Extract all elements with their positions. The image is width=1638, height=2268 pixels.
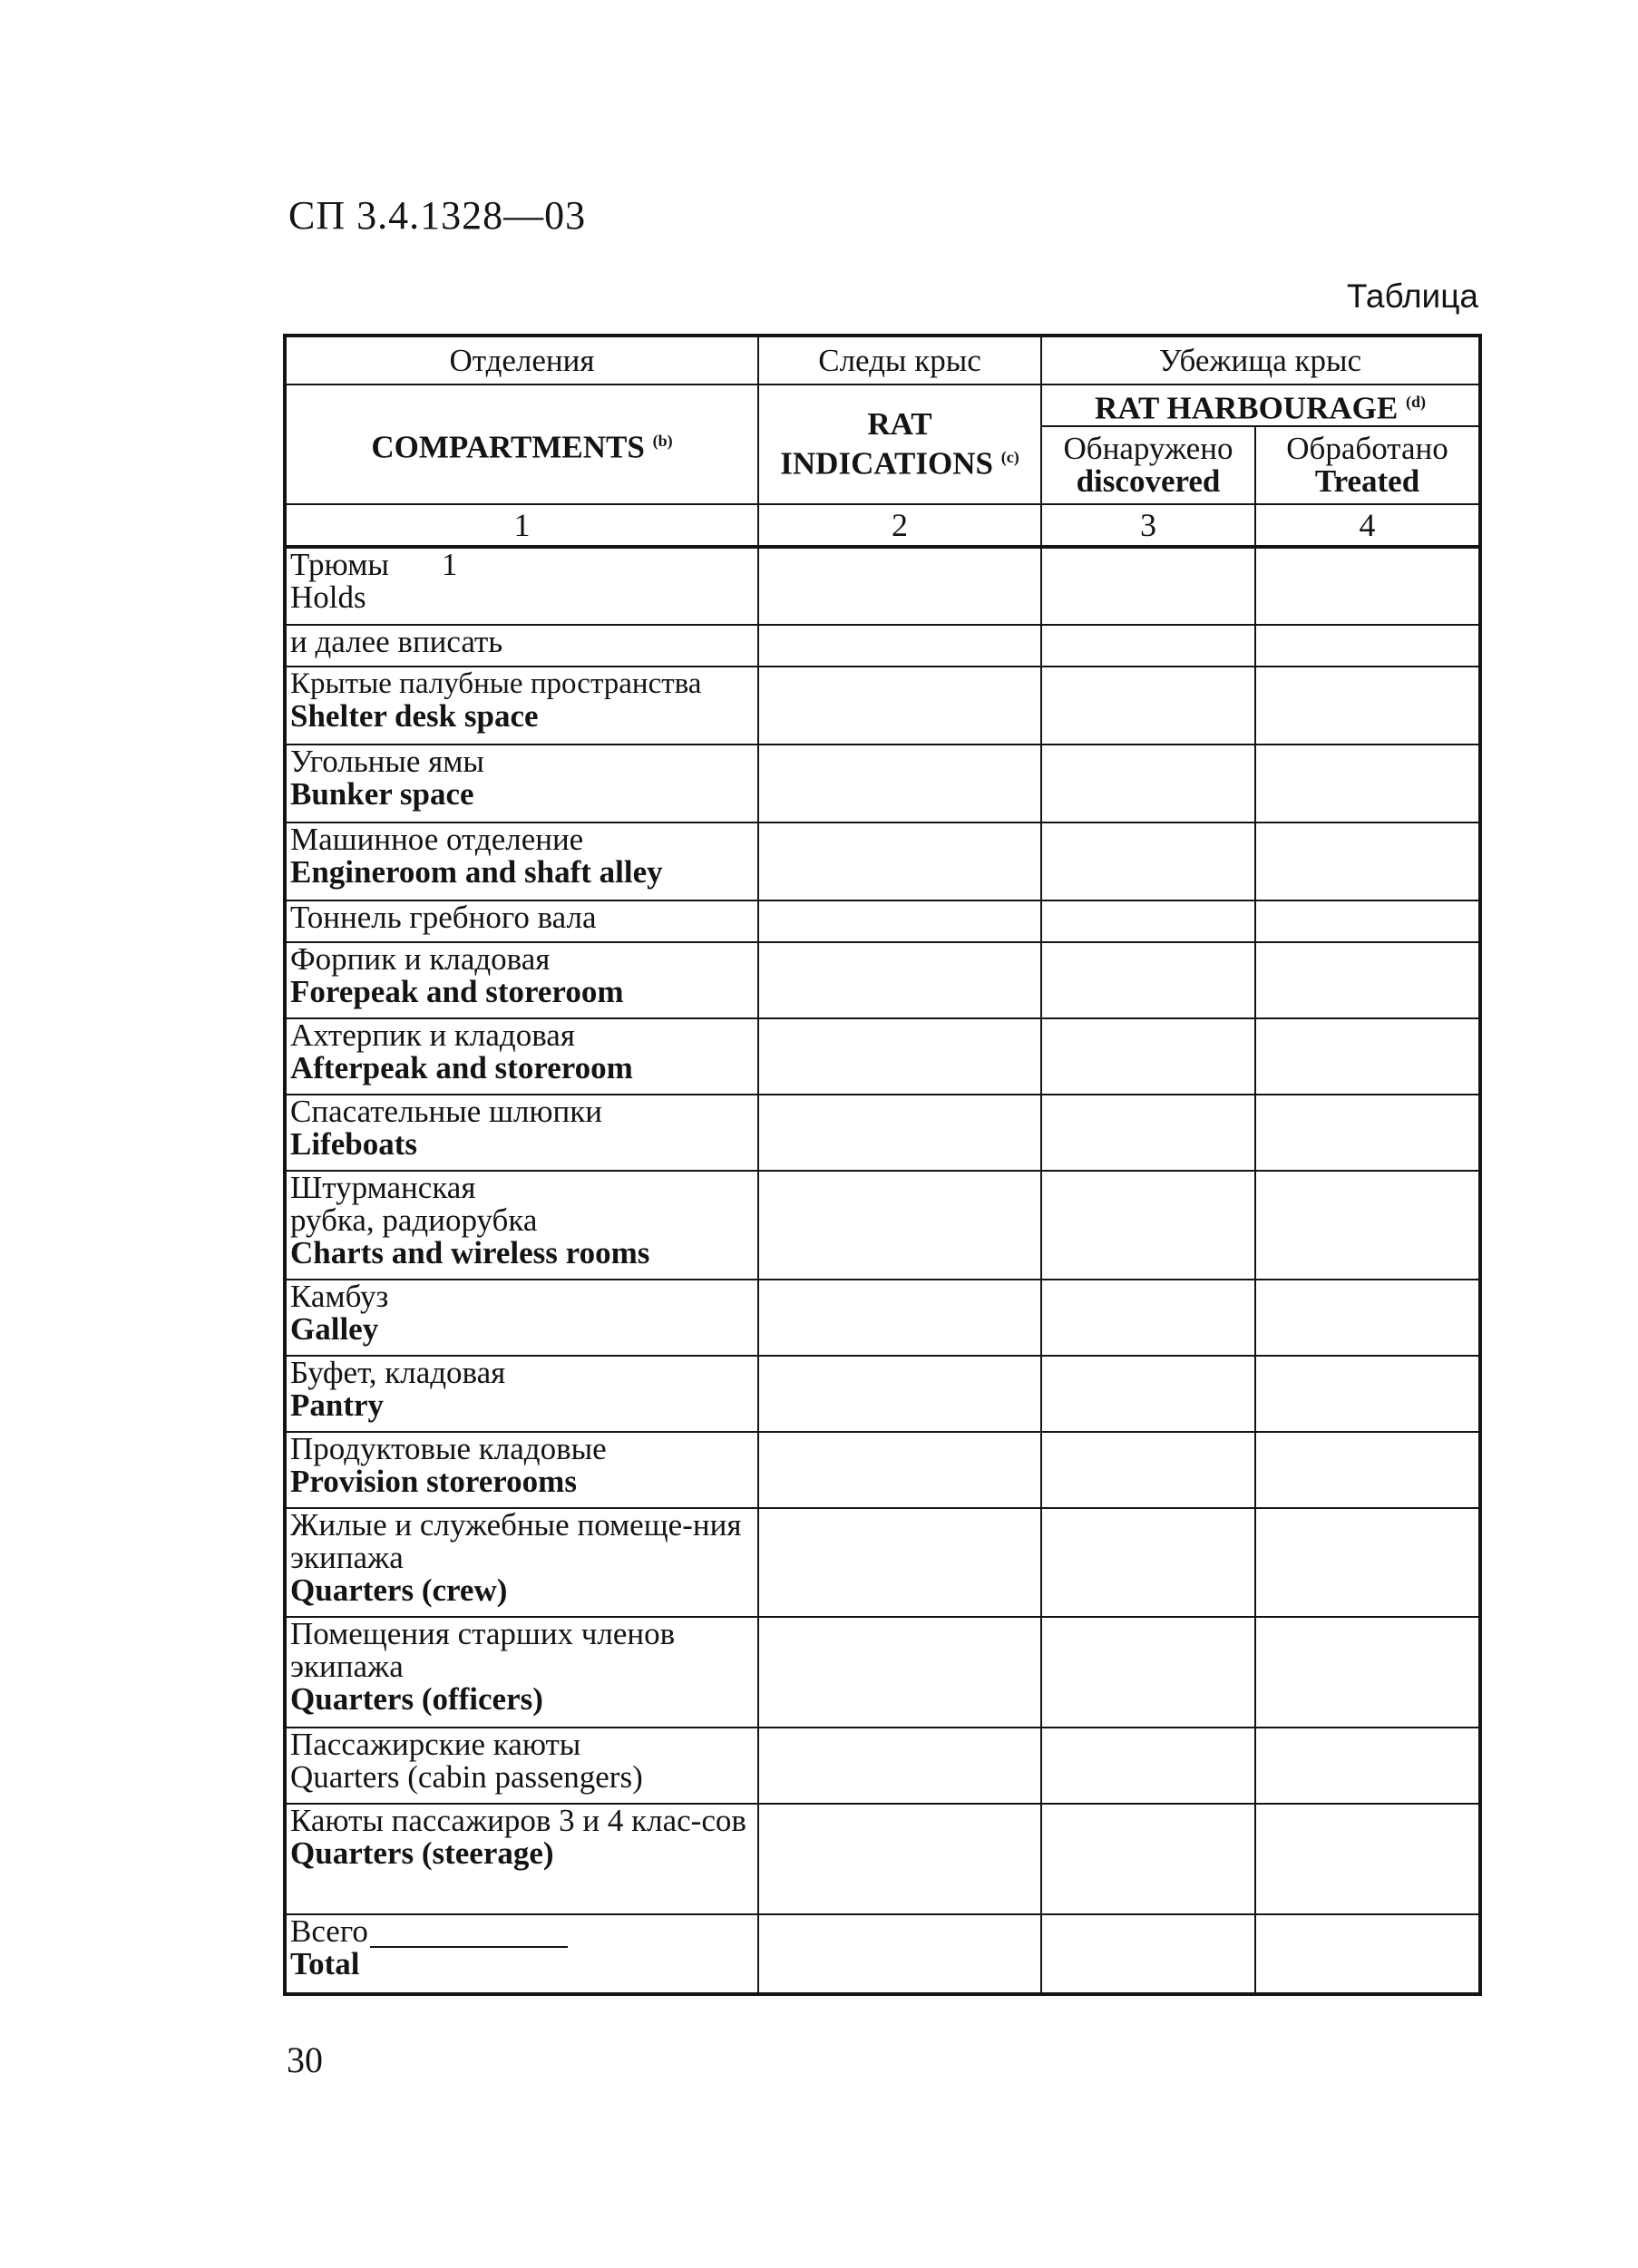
treated-cell[interactable] (1255, 1617, 1480, 1728)
indications-label: INDICATIONS (780, 445, 993, 482)
column-number: 3 (1041, 504, 1255, 547)
rat-indications-cell[interactable] (758, 1617, 1041, 1728)
table-row (285, 547, 1480, 625)
rat-indications-cell[interactable] (758, 625, 1041, 667)
compartment-en: Engineroom and shaft alley (290, 853, 663, 890)
compartment-ru: Машинное отделение (290, 821, 584, 857)
compartment-ru: Штурманская рубка, радиорубка (290, 1169, 538, 1238)
col3-header (1041, 426, 1255, 504)
table-row (285, 1617, 1480, 1728)
total-label-en: Total (290, 1945, 360, 1981)
compartment-ru: Камбуз (290, 1278, 389, 1314)
compartment-en: Forepeak and storeroom (290, 973, 624, 1009)
col1-header-ru: Отделения (285, 336, 758, 384)
discovered-cell[interactable] (1041, 1508, 1255, 1617)
rat-indications-cell[interactable] (758, 1728, 1041, 1804)
compartment-en: Shelter desk space (290, 697, 539, 734)
column-number: 2 (758, 504, 1041, 547)
table-row (285, 1804, 1480, 1914)
col2-header-ru: Следы крыс (758, 336, 1041, 384)
discovered-cell[interactable] (1041, 1171, 1255, 1280)
column-number: 1 (285, 504, 758, 547)
discovered-cell[interactable] (1041, 1914, 1255, 1994)
treated-cell[interactable] (1255, 1280, 1480, 1356)
col34-header-en (1041, 384, 1480, 426)
table-row (285, 1432, 1480, 1508)
discovered-cell[interactable] (1041, 1280, 1255, 1356)
table-row (285, 900, 1480, 942)
total-blank-line[interactable] (370, 1919, 568, 1948)
rat-inspection-table (283, 334, 1482, 1996)
discovered-cell[interactable] (1041, 745, 1255, 823)
rat-harbourage-label: RAT HARBOURAGE (1095, 390, 1399, 426)
compartment-cell (285, 900, 758, 942)
table-row (285, 942, 1480, 1018)
discovered-cell[interactable] (1041, 1728, 1255, 1804)
compartment-cell (285, 1508, 758, 1617)
table-row (285, 1508, 1480, 1617)
col3-header-en: discovered (1076, 462, 1221, 499)
col4-header-en: Treated (1314, 462, 1420, 499)
total-row (285, 1914, 1480, 1994)
rat-indications-cell[interactable] (758, 1508, 1041, 1617)
compartment-cell (285, 942, 758, 1018)
footnote-c: (c) (1000, 448, 1019, 466)
compartment-ru: Форпик и кладовая (290, 940, 551, 977)
compartment-en: Charts and wireless rooms (290, 1234, 650, 1270)
discovered-cell[interactable] (1041, 823, 1255, 900)
treated-cell[interactable] (1255, 900, 1480, 942)
table-row (285, 823, 1480, 900)
compartment-ru: Продуктовые кладовые (290, 1430, 607, 1466)
discovered-cell[interactable] (1041, 900, 1255, 942)
table-row (285, 1280, 1480, 1356)
rat-indications-cell[interactable] (758, 1280, 1041, 1356)
compartment-cell (285, 1356, 758, 1432)
rat-indications-cell[interactable] (758, 745, 1041, 823)
rat-indications-cell[interactable] (758, 1356, 1041, 1432)
compartment-cell (285, 667, 758, 745)
compartment-cell (285, 823, 758, 900)
compartment-ru: Жилые и служебные помеще-ния экипажа (290, 1506, 742, 1575)
col34-header-ru: Убежища крыс (1041, 336, 1480, 384)
rat-indications-cell[interactable] (758, 900, 1041, 942)
total-label-ru: Всего (290, 1913, 368, 1949)
compartment-en: Provision storerooms (290, 1463, 577, 1499)
column-number-row (285, 504, 1480, 547)
col2-header-en (758, 384, 1041, 504)
compartment-ru: Буфет, кладовая (290, 1354, 506, 1390)
compartment-en: Quarters (officers) (290, 1680, 543, 1717)
compartment-en: Quarters (steerage) (290, 1835, 554, 1871)
rat-label: RAT (867, 406, 932, 442)
compartment-ru: Тоннель гребного вала (290, 899, 597, 935)
compartment-ru: Ахтерпик и кладовая (290, 1017, 575, 1053)
treated-cell[interactable] (1255, 1018, 1480, 1095)
rat-indications-cell[interactable] (758, 1914, 1041, 1994)
table-row (285, 1356, 1480, 1432)
treated-cell[interactable] (1255, 1914, 1480, 1994)
compartment-en: Lifeboats (290, 1125, 417, 1162)
compartment-ru: Крытые палубные пространства (290, 667, 702, 700)
treated-cell[interactable] (1255, 667, 1480, 745)
header-row-en (285, 384, 1480, 426)
compartment-cell (285, 1804, 758, 1914)
compartment-en: Holds (290, 579, 366, 615)
table-row (285, 1728, 1480, 1804)
treated-cell[interactable] (1255, 625, 1480, 667)
rat-indications-cell[interactable] (758, 1432, 1041, 1508)
compartments-label: COMPARTMENTS (371, 429, 645, 465)
discovered-cell[interactable] (1041, 1617, 1255, 1728)
treated-cell[interactable] (1255, 823, 1480, 900)
rat-indications-cell[interactable] (758, 547, 1041, 625)
treated-cell[interactable] (1255, 745, 1480, 823)
compartment-cell (285, 1432, 758, 1508)
discovered-cell[interactable] (1041, 547, 1255, 625)
table-row (285, 625, 1480, 667)
compartment-en: Quarters (cabin passengers) (290, 1758, 643, 1795)
table-row (285, 1171, 1480, 1280)
compartment-cell (285, 1171, 758, 1280)
compartment-cell (285, 1728, 758, 1804)
discovered-cell[interactable] (1041, 1018, 1255, 1095)
discovered-cell[interactable] (1041, 942, 1255, 1018)
treated-cell[interactable] (1255, 1095, 1480, 1171)
treated-cell[interactable] (1255, 1728, 1480, 1804)
column-number: 4 (1255, 504, 1480, 547)
table-row (285, 745, 1480, 823)
compartment-cell (285, 1018, 758, 1095)
discovered-cell[interactable] (1041, 625, 1255, 667)
compartment-ru: и далее вписать (290, 623, 503, 659)
compartment-cell (285, 547, 758, 625)
treated-cell[interactable] (1255, 1508, 1480, 1617)
compartment-ru: Каюты пассажиров 3 и 4 клас-сов (290, 1802, 746, 1838)
footnote-d: (d) (1405, 393, 1426, 411)
compartment-cell (285, 1617, 758, 1728)
table-label: Таблица (1346, 277, 1478, 315)
col4-header-ru: Обработано (1286, 430, 1448, 466)
page-number: 30 (287, 2039, 323, 2080)
header-row-ru (285, 336, 1480, 384)
table-row (285, 1018, 1480, 1095)
compartment-ru: Трюмы (290, 546, 389, 582)
treated-cell[interactable] (1255, 1432, 1480, 1508)
compartment-number: 1 (441, 546, 458, 582)
discovered-cell[interactable] (1041, 667, 1255, 745)
compartment-cell (285, 1095, 758, 1171)
rat-indications-cell[interactable] (758, 667, 1041, 745)
footnote-b: (b) (652, 432, 673, 450)
compartment-cell (285, 1914, 758, 1994)
table-row (285, 1095, 1480, 1171)
treated-cell[interactable] (1255, 1171, 1480, 1280)
rat-indications-cell[interactable] (758, 823, 1041, 900)
compartment-ru: Пассажирские каюты (290, 1726, 581, 1762)
treated-cell[interactable] (1255, 547, 1480, 625)
discovered-cell[interactable] (1041, 1095, 1255, 1171)
treated-cell[interactable] (1255, 942, 1480, 1018)
compartment-cell (285, 745, 758, 823)
compartment-ru: Угольные ямы (290, 743, 484, 779)
discovered-cell[interactable] (1041, 1432, 1255, 1508)
compartment-en: Pantry (290, 1387, 385, 1423)
compartment-en: Afterpeak and storeroom (290, 1049, 633, 1085)
compartment-cell (285, 625, 758, 667)
treated-cell[interactable] (1255, 1356, 1480, 1432)
compartment-cell (285, 1280, 758, 1356)
compartment-en: Bunker space (290, 775, 474, 812)
document-code: СП 3.4.1328—03 (288, 193, 587, 238)
col1-header-en (285, 384, 758, 504)
col3-header-ru: Обнаружено (1063, 430, 1233, 466)
compartment-ru: Помещения старших членов экипажа (290, 1615, 676, 1684)
col4-header (1255, 426, 1480, 504)
compartment-ru: Спасательные шлюпки (290, 1093, 603, 1129)
compartment-en: Galley (290, 1310, 379, 1347)
rat-indications-cell[interactable] (758, 942, 1041, 1018)
rat-indications-cell[interactable] (758, 1095, 1041, 1171)
discovered-cell[interactable] (1041, 1804, 1255, 1914)
table-row (285, 667, 1480, 745)
rat-indications-cell[interactable] (758, 1171, 1041, 1280)
compartment-en: Quarters (crew) (290, 1572, 508, 1608)
rat-indications-cell[interactable] (758, 1804, 1041, 1914)
discovered-cell[interactable] (1041, 1356, 1255, 1432)
rat-indications-cell[interactable] (758, 1018, 1041, 1095)
treated-cell[interactable] (1255, 1804, 1480, 1914)
